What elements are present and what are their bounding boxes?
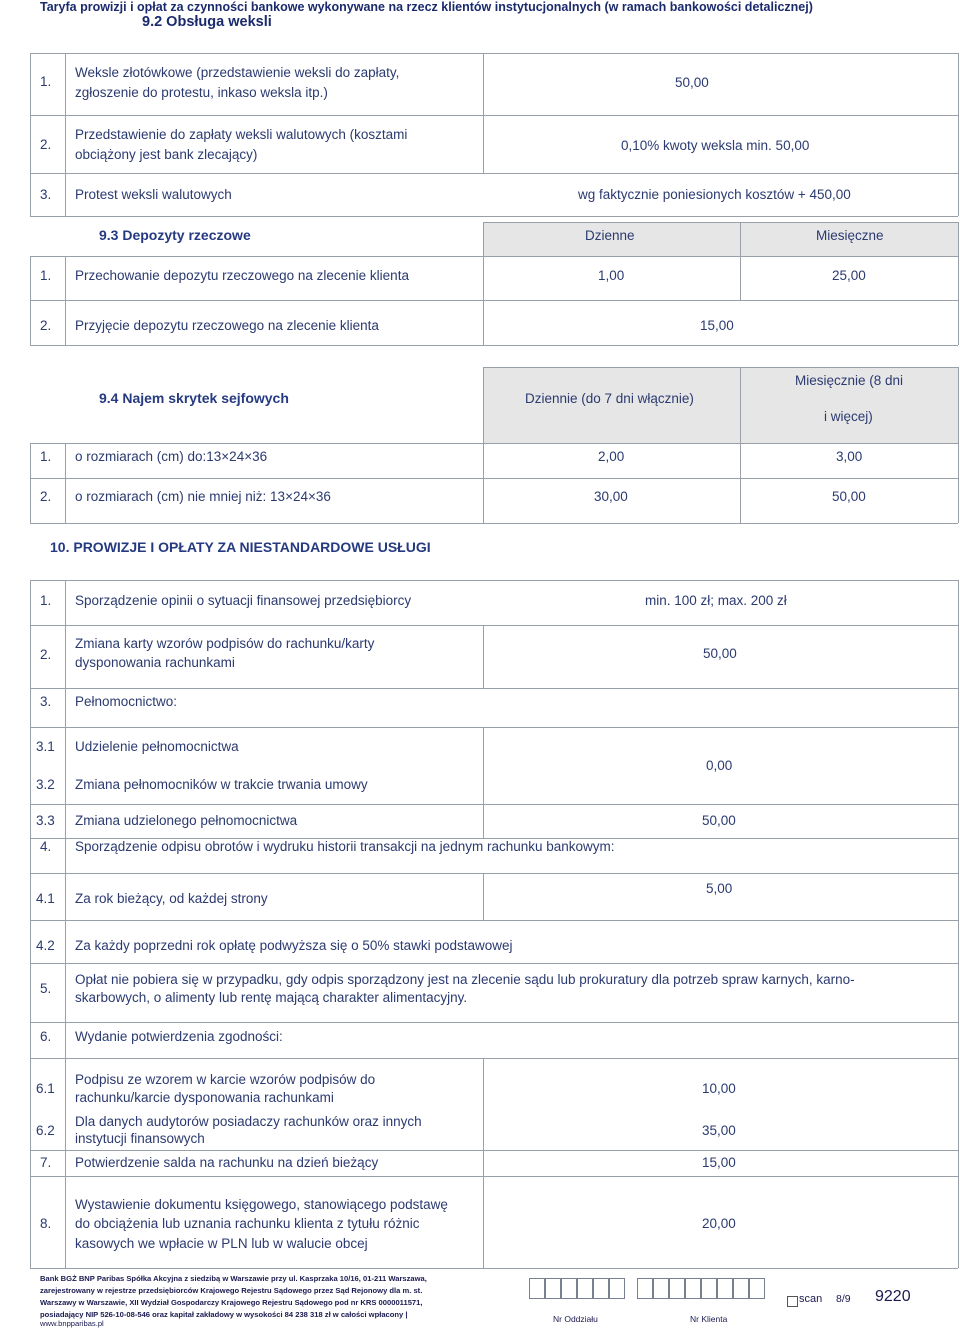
- row-number: 6.1: [36, 1081, 55, 1096]
- row-number: 1.: [40, 268, 52, 283]
- row-text: Przechowanie depozytu rzeczowego na zlecenie klienta: [75, 268, 409, 283]
- row-value: 30,00: [594, 489, 628, 504]
- column-header: i więcej): [824, 409, 873, 424]
- scan-checkbox-icon: [787, 1296, 798, 1307]
- row-number: 7.: [40, 1155, 52, 1170]
- row-value: 25,00: [832, 268, 866, 283]
- row-number: 1.: [40, 74, 52, 89]
- row-number: 4.2: [36, 938, 55, 953]
- row-value: 0,00: [706, 758, 733, 773]
- section-title-9-2: 9.2 Obsługa weksli: [142, 14, 272, 30]
- row-text: Zmiana pełnomocników w trakcie trwania umowy: [75, 777, 368, 792]
- footer-line: Warszawy w Warszawie, XII Wydział Gospodarczy Krajowego Rejestru Sądowego pod nr KRS 0000011571,: [40, 1298, 423, 1307]
- row-text: Za każdy poprzedni rok opłatę podwyższa się o 50% stawki podstawowej: [75, 938, 513, 953]
- client-number-label: Nr Klienta: [690, 1314, 728, 1324]
- row-value: 0,10% kwoty weksla min. 50,00: [621, 138, 810, 153]
- row-text: Przedstawienie do zapłaty weksli walutowych (kosztami: [75, 127, 408, 142]
- row-text: Pełnomocnictwo:: [75, 694, 178, 709]
- row-text: Weksle złotówkowe (przedstawienie weksli do zapłaty,: [75, 65, 400, 80]
- row-text: Dla danych audytorów posiadaczy rachunków oraz innych: [75, 1114, 422, 1129]
- row-value: 15,00: [700, 318, 734, 333]
- row-text: obciążony jest bank zlecający): [75, 147, 258, 162]
- row-text: Podpisu ze wzorem w karcie wzorów podpisów do: [75, 1072, 376, 1087]
- row-text: Wystawienie dokumentu księgowego, stanowiącego podstawę: [75, 1197, 448, 1212]
- row-text: Za rok bieżący, od każdej strony: [75, 891, 268, 906]
- row-text: Opłat nie pobiera się w przypadku, gdy odpis sporządzony jest na zlecenie sądu lub prokuratury dla potrzeb spraw karnych, karno-: [75, 972, 855, 987]
- row-text: instytucji finansowych: [75, 1131, 205, 1146]
- row-number: 4.1: [36, 891, 55, 906]
- row-number: 3.2: [36, 777, 55, 792]
- row-value: 2,00: [598, 449, 625, 464]
- row-value: 10,00: [702, 1081, 736, 1096]
- column-header: Miesięcznie (8 dni: [795, 373, 904, 388]
- row-text: zgłoszenie do protestu, inkaso weksla itp.): [75, 85, 328, 100]
- row-text: Zmiana karty wzorów podpisów do rachunku/karty: [75, 636, 375, 651]
- row-value: 15,00: [702, 1155, 736, 1170]
- page-number: 8/9: [836, 1293, 851, 1305]
- row-text: Potwierdzenie salda na rachunku na dzień bieżący: [75, 1155, 379, 1170]
- row-number: 2.: [40, 318, 52, 333]
- row-number: 3.: [40, 187, 52, 202]
- row-text: kasowych we wpłacie w PLN lub w walucie obcej: [75, 1236, 368, 1251]
- row-text: Przyjęcie depozytu rzeczowego na zlecenie klienta: [75, 318, 379, 333]
- row-text: o rozmiarach (cm) do:13×24×36: [75, 449, 268, 464]
- row-text: dysponowania rachunkami: [75, 655, 235, 670]
- column-header: Dziennie (do 7 dni włącznie): [525, 391, 694, 406]
- row-number: 3.: [40, 694, 52, 709]
- row-text: do obciążenia lub uznania rachunku klienta z tytułu różnic: [75, 1216, 420, 1231]
- row-value: wg faktycznie poniesionych kosztów + 450,00: [578, 187, 851, 202]
- document-title: Taryfa prowizji i opłat za czynności bankowe wykonywane na rzecz klientów instytucjonalnych (w ramach bankowości detalicznej): [40, 0, 813, 14]
- branch-number-label: Nr Oddziału: [553, 1314, 598, 1324]
- row-text: Zmiana udzielonego pełnomocnictwa: [75, 813, 298, 828]
- section-title-9-3: 9.3 Depozyty rzeczowe: [99, 227, 251, 243]
- scan-label: scan: [799, 1293, 823, 1305]
- row-text: skarbowych, o alimenty lub rentę mającą charakter alimentacyjny.: [75, 990, 468, 1005]
- row-number: 2.: [40, 137, 52, 152]
- section-title-10: 10. PROWIZJE I OPŁATY ZA NIESTANDARDOWE USŁUGI: [50, 539, 431, 555]
- row-text: Udzielenie pełnomocnictwa: [75, 739, 239, 754]
- row-value: 20,00: [702, 1216, 736, 1231]
- row-number: 1.: [40, 593, 52, 608]
- row-value: 50,00: [703, 646, 737, 661]
- row-text: rachunku/karcie dysponowania rachunkami: [75, 1090, 334, 1105]
- row-number: 4.: [40, 839, 52, 854]
- footer-line: posiadający NIP 526-10-08-546 oraz kapitał zakładowy w wysokości 84 238 318 zł w całości wpłacony |: [40, 1310, 408, 1319]
- row-text: Wydanie potwierdzenia zgodności:: [75, 1029, 283, 1044]
- row-number: 2.: [40, 489, 52, 504]
- footer-line: Bank BGŻ BNP Paribas Spółka Akcyjna z siedzibą w Warszawie przy ul. Kasprzaka 10/16, 01-211 Warszawa,: [40, 1274, 427, 1283]
- row-value: 50,00: [702, 813, 736, 828]
- row-value: 50,00: [832, 489, 866, 504]
- row-number: 1.: [40, 449, 52, 464]
- row-value: min. 100 zł; max. 200 zł: [645, 593, 787, 608]
- row-text: Sporządzenie opinii o sytuacji finansowej przedsiębiorcy: [75, 593, 412, 608]
- row-text: Sporządzenie odpisu obrotów i wydruku historii transakcji na jednym rachunku bankowym:: [75, 839, 615, 854]
- row-value: 50,00: [675, 75, 709, 90]
- row-text: Protest weksli walutowych: [75, 187, 232, 202]
- column-header: Dzienne: [585, 228, 635, 243]
- footer-website: www.bnpparibas.pl: [40, 1319, 104, 1328]
- column-header: Miesięczne: [816, 228, 884, 243]
- row-number: 3.1: [36, 739, 55, 754]
- row-value: 5,00: [706, 881, 733, 896]
- row-value: 35,00: [702, 1123, 736, 1138]
- row-value: 3,00: [836, 449, 863, 464]
- row-number: 6.2: [36, 1123, 55, 1138]
- row-number: 2.: [40, 647, 52, 662]
- footer-line: zarejestrowany w rejestrze przedsiębiorców Krajowego Rejestru Sądowego przez Sąd Rejonowy dla m. st.: [40, 1286, 423, 1295]
- row-number: 5.: [40, 981, 52, 996]
- row-text: o rozmiarach (cm) nie mniej niż: 13×24×36: [75, 489, 331, 504]
- document-code: 9220: [875, 1288, 911, 1305]
- row-number: 6.: [40, 1029, 52, 1044]
- row-number: 8.: [40, 1216, 52, 1231]
- row-number: 3.3: [36, 813, 55, 828]
- section-title-9-4: 9.4 Najem skrytek sejfowych: [99, 390, 289, 406]
- row-value: 1,00: [598, 268, 625, 283]
